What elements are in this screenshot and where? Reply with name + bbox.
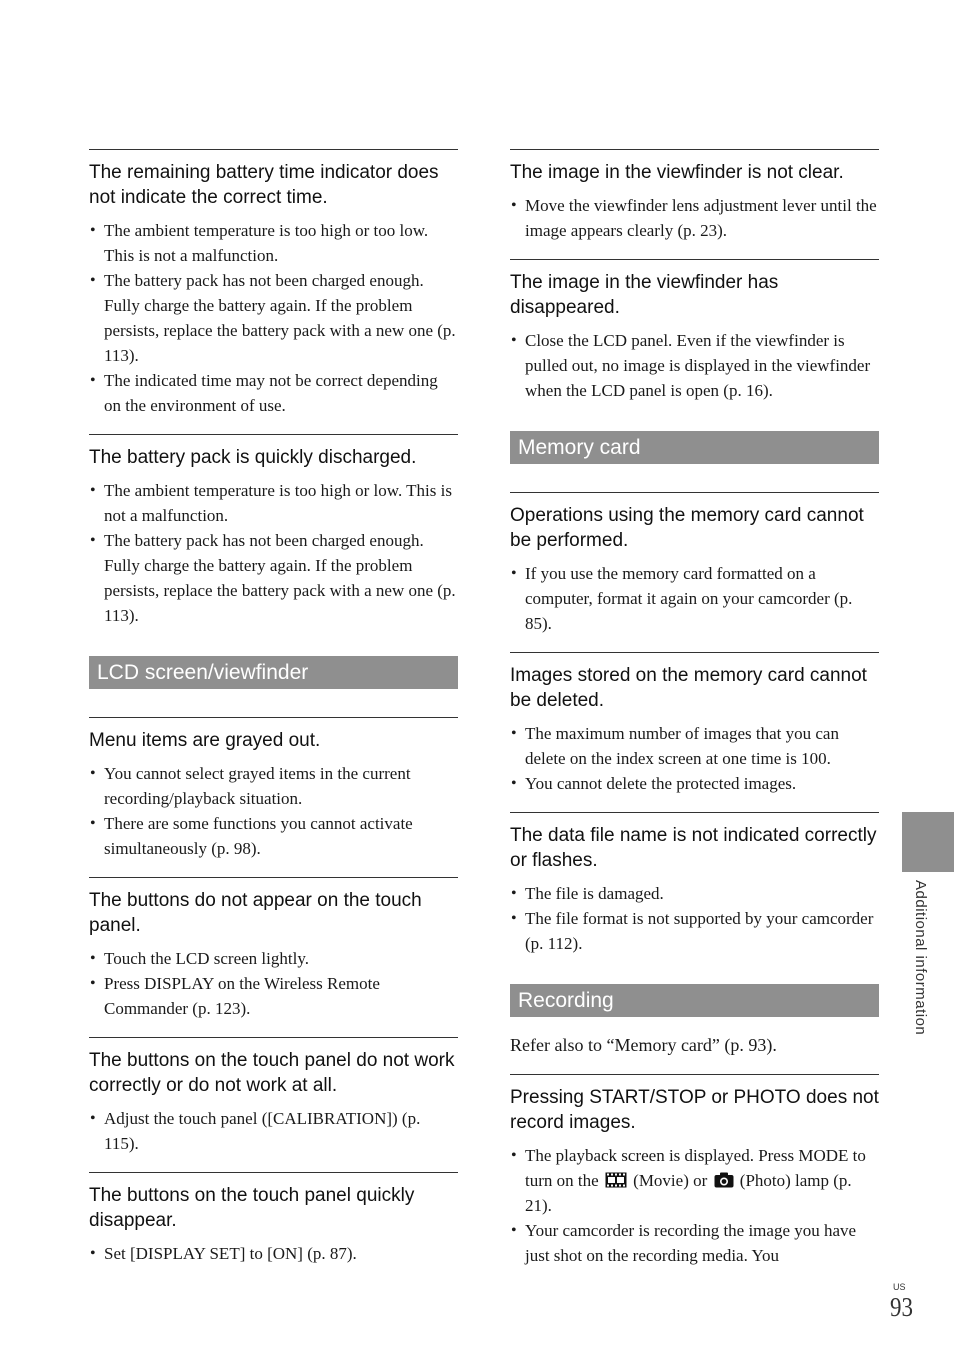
right-column bbox=[510, 149, 879, 1268]
faq-heading: Menu items are grayed out. bbox=[89, 730, 321, 751]
bullet-list bbox=[89, 761, 458, 861]
side-tab-label: Additional information bbox=[912, 880, 929, 1036]
bullet-list bbox=[510, 1143, 879, 1268]
bullet-item: • The indicated time may not be correct depending on the environment of use. bbox=[89, 368, 458, 418]
faq-viewfinder-disappeared bbox=[510, 259, 879, 403]
bullet-list bbox=[510, 881, 879, 956]
faq-buttons-not-work bbox=[89, 1037, 458, 1156]
faq-heading: Operations using the memory card cannot be performed. bbox=[510, 505, 864, 551]
bullet-item: • Adjust the touch panel ([CALIBRATION]) (p. 115). bbox=[89, 1106, 458, 1156]
bullet-item: • Close the LCD panel. Even if the viewfinder is pulled out, no image is displayed in the viewfinder when the LCD panel is open (p. 16). bbox=[510, 328, 879, 403]
faq-heading: Images stored on the memory card cannot be deleted. bbox=[510, 665, 867, 711]
bullet-list bbox=[510, 561, 879, 636]
camera-icon bbox=[714, 1172, 734, 1188]
bullet-item: • Press DISPLAY on the Wireless Remote Commander (p. 123). bbox=[89, 971, 458, 1021]
faq-heading: The battery pack is quickly discharged. bbox=[89, 447, 417, 468]
section-header-memory-card: Memory card bbox=[510, 431, 879, 464]
bullet-item: • If you use the memory card formatted on a computer, format it again on your camcorder (p. 85). bbox=[510, 561, 879, 636]
film-icon bbox=[605, 1172, 627, 1188]
left-column bbox=[89, 149, 458, 1266]
bullet-item: • Your camcorder is recording the image you have just shot on the recording media. You bbox=[510, 1218, 879, 1268]
faq-menu-grayed bbox=[89, 717, 458, 861]
faq-data-file bbox=[510, 812, 879, 956]
faq-viewfinder-not-clear bbox=[510, 149, 879, 243]
bullet-list bbox=[510, 193, 879, 243]
faq-heading: The data file name is not indicated correctly or flashes. bbox=[510, 825, 877, 871]
faq-battery-discharged bbox=[89, 434, 458, 628]
faq-heading: The buttons on the touch panel quickly disappear. bbox=[89, 1185, 415, 1231]
bullet-item: • The file is damaged. bbox=[510, 881, 879, 906]
recording-intro: Refer also to “Memory card” (p. 93). bbox=[510, 1035, 777, 1055]
faq-start-stop bbox=[510, 1074, 879, 1268]
faq-heading: The buttons do not appear on the touch panel. bbox=[89, 890, 422, 936]
bullet-item: • You cannot select grayed items in the current recording/playback situation. bbox=[89, 761, 458, 811]
bullet-list bbox=[89, 1241, 458, 1266]
bullet-item: • The maximum number of images that you can delete on the index screen at one time is 100. bbox=[510, 721, 879, 771]
bullet-item: • The ambient temperature is too high or too low. This is not a malfunction. bbox=[89, 218, 458, 268]
faq-heading: The image in the viewfinder has disappeared. bbox=[510, 272, 779, 318]
faq-buttons-not-appear bbox=[89, 877, 458, 1021]
bullet-item: • The ambient temperature is too high or low. This is not a malfunction. bbox=[89, 478, 458, 528]
bullet-item: • The file format is not supported by your camcorder (p. 112). bbox=[510, 906, 879, 956]
bullet-item: • The battery pack has not been charged enough. Fully charge the battery again. If the problem persists, replace the battery pack with a new one (p. 113). bbox=[89, 528, 458, 628]
faq-memory-delete bbox=[510, 652, 879, 796]
bullet-list bbox=[89, 478, 458, 628]
bullet-text: The playback screen is displayed. Press MODE to turn on the bbox=[525, 1146, 866, 1190]
faq-heading: Pressing START/STOP or PHOTO does not record images. bbox=[510, 1087, 879, 1133]
bullet-item bbox=[510, 1143, 879, 1218]
bullet-item: • There are some functions you cannot activate simultaneously (p. 98). bbox=[89, 811, 458, 861]
bullet-list bbox=[89, 1106, 458, 1156]
faq-heading: The buttons on the touch panel do not work correctly or do not work at all. bbox=[89, 1050, 455, 1096]
page-number: 93 bbox=[890, 1292, 913, 1322]
faq-heading: The remaining battery time indicator does not indicate the correct time. bbox=[89, 162, 439, 208]
region-code: US bbox=[893, 1282, 906, 1292]
bullet-item: • Move the viewfinder lens adjustment lever until the image appears clearly (p. 23). bbox=[510, 193, 879, 243]
faq-heading: The image in the viewfinder is not clear. bbox=[510, 162, 844, 183]
section-header-lcd: LCD screen/viewfinder bbox=[89, 656, 458, 689]
bullet-list bbox=[510, 328, 879, 403]
section-side-tab bbox=[902, 812, 954, 872]
section-header-recording: Recording bbox=[510, 984, 879, 1017]
bullet-item: • Set [DISPLAY SET] to [ON] (p. 87). bbox=[89, 1241, 458, 1266]
bullet-text: (Photo) lamp (p. 21). bbox=[525, 1171, 852, 1215]
faq-buttons-disappear bbox=[89, 1172, 458, 1266]
bullet-list bbox=[510, 721, 879, 796]
bullet-item: • You cannot delete the protected images. bbox=[510, 771, 879, 796]
bullet-list bbox=[89, 218, 458, 418]
bullet-item: • Touch the LCD screen lightly. bbox=[89, 946, 458, 971]
bullet-item: • The battery pack has not been charged enough. Fully charge the battery again. If the problem persists, replace the battery pack with a new one (p. 113). bbox=[89, 268, 458, 368]
faq-battery-indicator bbox=[89, 149, 458, 418]
bullet-list bbox=[89, 946, 458, 1021]
faq-memory-operations bbox=[510, 492, 879, 636]
bullet-text: (Movie) or bbox=[633, 1171, 708, 1190]
